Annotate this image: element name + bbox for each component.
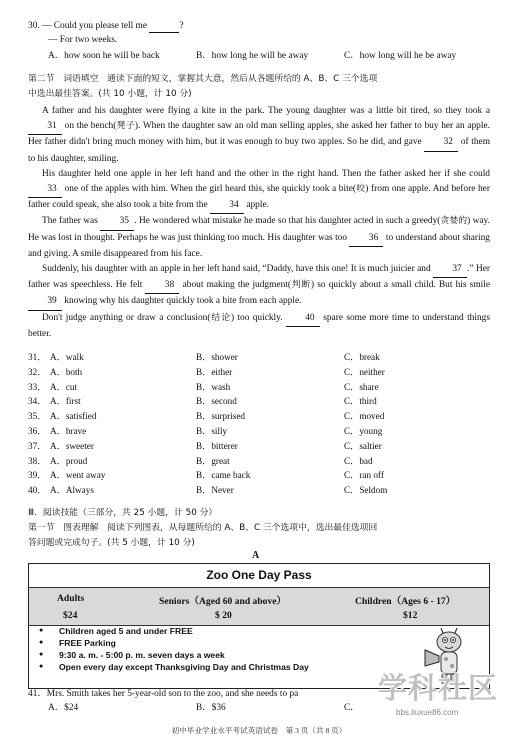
question-number: 37． xyxy=(28,440,47,451)
option-c: C．break xyxy=(344,352,380,362)
option-row xyxy=(28,379,490,393)
option-b: B．either xyxy=(196,366,233,377)
q30-reply: — For two weeks. xyxy=(48,35,118,45)
question-number: 35． xyxy=(28,411,47,422)
info-item: ● Open every day except Thanksgiving Day and Christmas Day xyxy=(39,661,309,673)
passage-text: knowing why his daughter quickly took a bite from each apple. xyxy=(62,296,302,307)
q30-option-a: A．how soon he will be back xyxy=(48,51,160,61)
option-b: B．shower xyxy=(196,352,238,362)
passage-text: ) from one apple. And before her father could speak, she also took a bite from the xyxy=(28,184,490,211)
passage-text: apple. xyxy=(243,200,269,211)
passage-text: Don't judge anything or draw a conclusion( xyxy=(42,312,211,323)
question-number: 39． xyxy=(28,470,47,481)
page-footer: 初中毕业学业水平考试英语试卷 第 3 页（共 8 页） xyxy=(171,726,347,735)
chinese-gloss: 结论 xyxy=(210,312,231,323)
option-c: C．young xyxy=(344,426,383,436)
option-c: C．ran off xyxy=(344,470,384,481)
option-a: A．both xyxy=(50,366,83,377)
passage-text: Suddenly, his daughter with an apple in her left hand said, “Daddy, have this one! It is much juicier and xyxy=(42,264,434,275)
option-c: C．moved xyxy=(344,411,385,422)
passage-paragraph xyxy=(28,214,490,262)
q30-text: — Could you please tell me xyxy=(42,21,147,31)
adults-price: $24 xyxy=(63,610,78,621)
passage-text: one of the apples with him. When the girl heard this, she quickly took a bite( xyxy=(62,184,356,195)
question-number: 31． xyxy=(28,352,47,362)
passage-text: ) too quickly. xyxy=(230,312,286,323)
q30-prompt xyxy=(28,20,184,33)
passage-paragraph xyxy=(28,311,490,342)
q41-text: 41．Mrs. Smith takes her 5-year-old son to the zoo, and she needs to pa xyxy=(28,689,299,699)
passage-letter: A xyxy=(252,550,260,561)
reading-instructions: 第一节 图表理解 阅读下列图表，从每题所给的 A、B、C 三个选项中，选出最佳选项回 xyxy=(28,523,378,533)
blank-number: 35 xyxy=(100,214,134,230)
question-number: 32． xyxy=(28,366,47,377)
seniors-label: Seniors（Aged 60 and above） xyxy=(159,596,287,607)
reading-instructions-2: 答问题或完成句子。(共 5 小题，计 10 分) xyxy=(28,538,195,548)
passage-paragraph xyxy=(28,262,490,311)
zoo-pass-title: Zoo One Day Pass xyxy=(29,564,489,588)
option-row xyxy=(28,349,490,363)
q30-option-c: C．how long will he be away xyxy=(344,51,457,61)
blank-number: 40 xyxy=(286,311,320,327)
passage-text: The father was xyxy=(42,216,101,227)
question-number: 34． xyxy=(28,396,47,407)
option-c: C．bad xyxy=(344,455,373,466)
watermark-logo: 学科社区 xyxy=(378,671,499,705)
q30-qmark: ? xyxy=(179,21,184,31)
option-a: A．walk xyxy=(50,352,84,362)
reading-heading: Ⅲ．阅读技能（三部分，共 25 小题，计 50 分） xyxy=(28,508,218,518)
q41-option-c: C． xyxy=(344,703,360,713)
price-band xyxy=(29,588,489,626)
passage-text: ) so quickly about a small child. But his smile xyxy=(310,280,490,291)
blank-number: 33 xyxy=(28,182,62,198)
passage-text: A father and his daughter were flying a kite in the park. The young daughter was a little bit tired, so they took a xyxy=(42,106,490,116)
option-a: A．proud xyxy=(50,455,88,466)
option-row xyxy=(28,393,490,407)
children-label: Children（Ages 6 - 17） xyxy=(355,596,456,607)
option-b: B．wash xyxy=(196,381,231,392)
option-b: B．great xyxy=(196,455,230,466)
info-item: ● 9:30 a. m. - 5:00 p. m. seven days a week xyxy=(39,649,309,661)
option-a: A．brave xyxy=(50,426,87,436)
watermark-url: bbs.liuxue86.com xyxy=(396,708,459,717)
option-a: A．Always xyxy=(50,485,94,496)
option-row xyxy=(28,408,490,422)
option-a: A．cut xyxy=(50,381,78,392)
adults-label: Adults xyxy=(57,593,85,604)
option-row xyxy=(28,423,490,437)
option-row xyxy=(28,482,490,496)
q41-option-a: A．$24 xyxy=(48,703,79,713)
option-b: B．bitterer xyxy=(196,440,238,451)
passage-text: His daughter held one apple in her left hand and the other in the right hand. Then the father asked her if she could xyxy=(42,168,490,179)
question-number: 33． xyxy=(28,381,47,392)
passage-paragraph xyxy=(28,167,490,215)
chinese-gloss: 凳子 xyxy=(116,121,135,132)
passage-text: about making the judgment( xyxy=(179,280,291,291)
question-number: 40． xyxy=(28,485,47,496)
option-a: A．satisfied xyxy=(50,411,97,422)
blank-number: 38 xyxy=(145,278,179,294)
q41-option-b: B．$36 xyxy=(196,703,226,713)
cloze-passage xyxy=(28,104,490,342)
info-item: ● FREE Parking xyxy=(39,637,309,649)
passage-text: ). When the daughter saw an old man selling apples, she asked her father to buy her an apple. Her father didn't bring much money with him, but it was enough to buy two apples. So he did, and gave xyxy=(28,121,490,148)
blank-number: 34 xyxy=(210,198,244,214)
option-b: B．came back xyxy=(196,470,251,481)
blank-number: 36 xyxy=(349,231,383,247)
section-instructions-2: 中选出最佳答案。(共 10 小题，计 10 分) xyxy=(28,89,192,99)
site-watermark xyxy=(378,666,518,739)
passage-text: to understand about sharing and giving. A smile disappeared from his face. xyxy=(28,232,490,259)
question-number: 38． xyxy=(28,455,47,466)
blank-number: 31 xyxy=(28,119,62,135)
section-instructions: 第二节 词语填空 通读下面的短文，掌握其大意，然后从各题所给的 A、B、C 三个选项 xyxy=(28,74,378,84)
option-row xyxy=(28,453,490,467)
option-c: C．neither xyxy=(344,366,385,377)
passage-text: on the bench( xyxy=(62,121,117,132)
option-row xyxy=(28,438,490,452)
option-a: A．sweeter xyxy=(50,440,94,451)
passage-text: .” Her father was speechless. He felt xyxy=(28,264,490,291)
q30-option-b: B．how long he will be away xyxy=(196,51,309,61)
option-c: C．share xyxy=(344,381,379,392)
option-row xyxy=(28,364,490,378)
question-number: 30. xyxy=(28,21,40,31)
option-a: A．went away xyxy=(50,470,106,481)
passage-text: . He wondered what mistake he made so that his daughter acted in such a greedy( xyxy=(134,216,441,227)
option-row xyxy=(28,467,490,481)
blank-number: 39 xyxy=(28,294,62,310)
option-c: C．Seldom xyxy=(344,485,388,496)
answer-blank xyxy=(149,20,179,33)
option-b: B．surprised xyxy=(196,411,245,422)
passage-text: ) way. He was lost in thought. Perhaps he was just thinking too much. His daughter was too xyxy=(28,216,490,243)
option-a: A．first xyxy=(50,396,81,407)
passage-text: spare some more time to understand things better. xyxy=(28,312,490,339)
passage-paragraph xyxy=(28,104,490,167)
seniors-price: $ 20 xyxy=(215,610,232,621)
chinese-gloss: 咬 xyxy=(355,184,366,195)
chinese-gloss: 判断 xyxy=(290,280,311,291)
blank-number: 32 xyxy=(424,135,458,151)
blank-number: 37 xyxy=(433,262,467,278)
passage-text: of them to his daughter, smiling. xyxy=(28,137,490,164)
chinese-gloss: 贪婪的 xyxy=(440,216,468,227)
option-b: B．silly xyxy=(196,426,228,436)
option-b: B．second xyxy=(196,396,237,407)
pass-info-list xyxy=(39,625,309,673)
option-b: B．Never xyxy=(196,485,234,496)
question-number: 36． xyxy=(28,426,47,436)
option-c: C．third xyxy=(344,396,377,407)
info-item: ● Children aged 5 and under FREE xyxy=(39,625,309,637)
option-c: C．saltier xyxy=(344,440,382,451)
children-price: $12 xyxy=(403,610,418,621)
